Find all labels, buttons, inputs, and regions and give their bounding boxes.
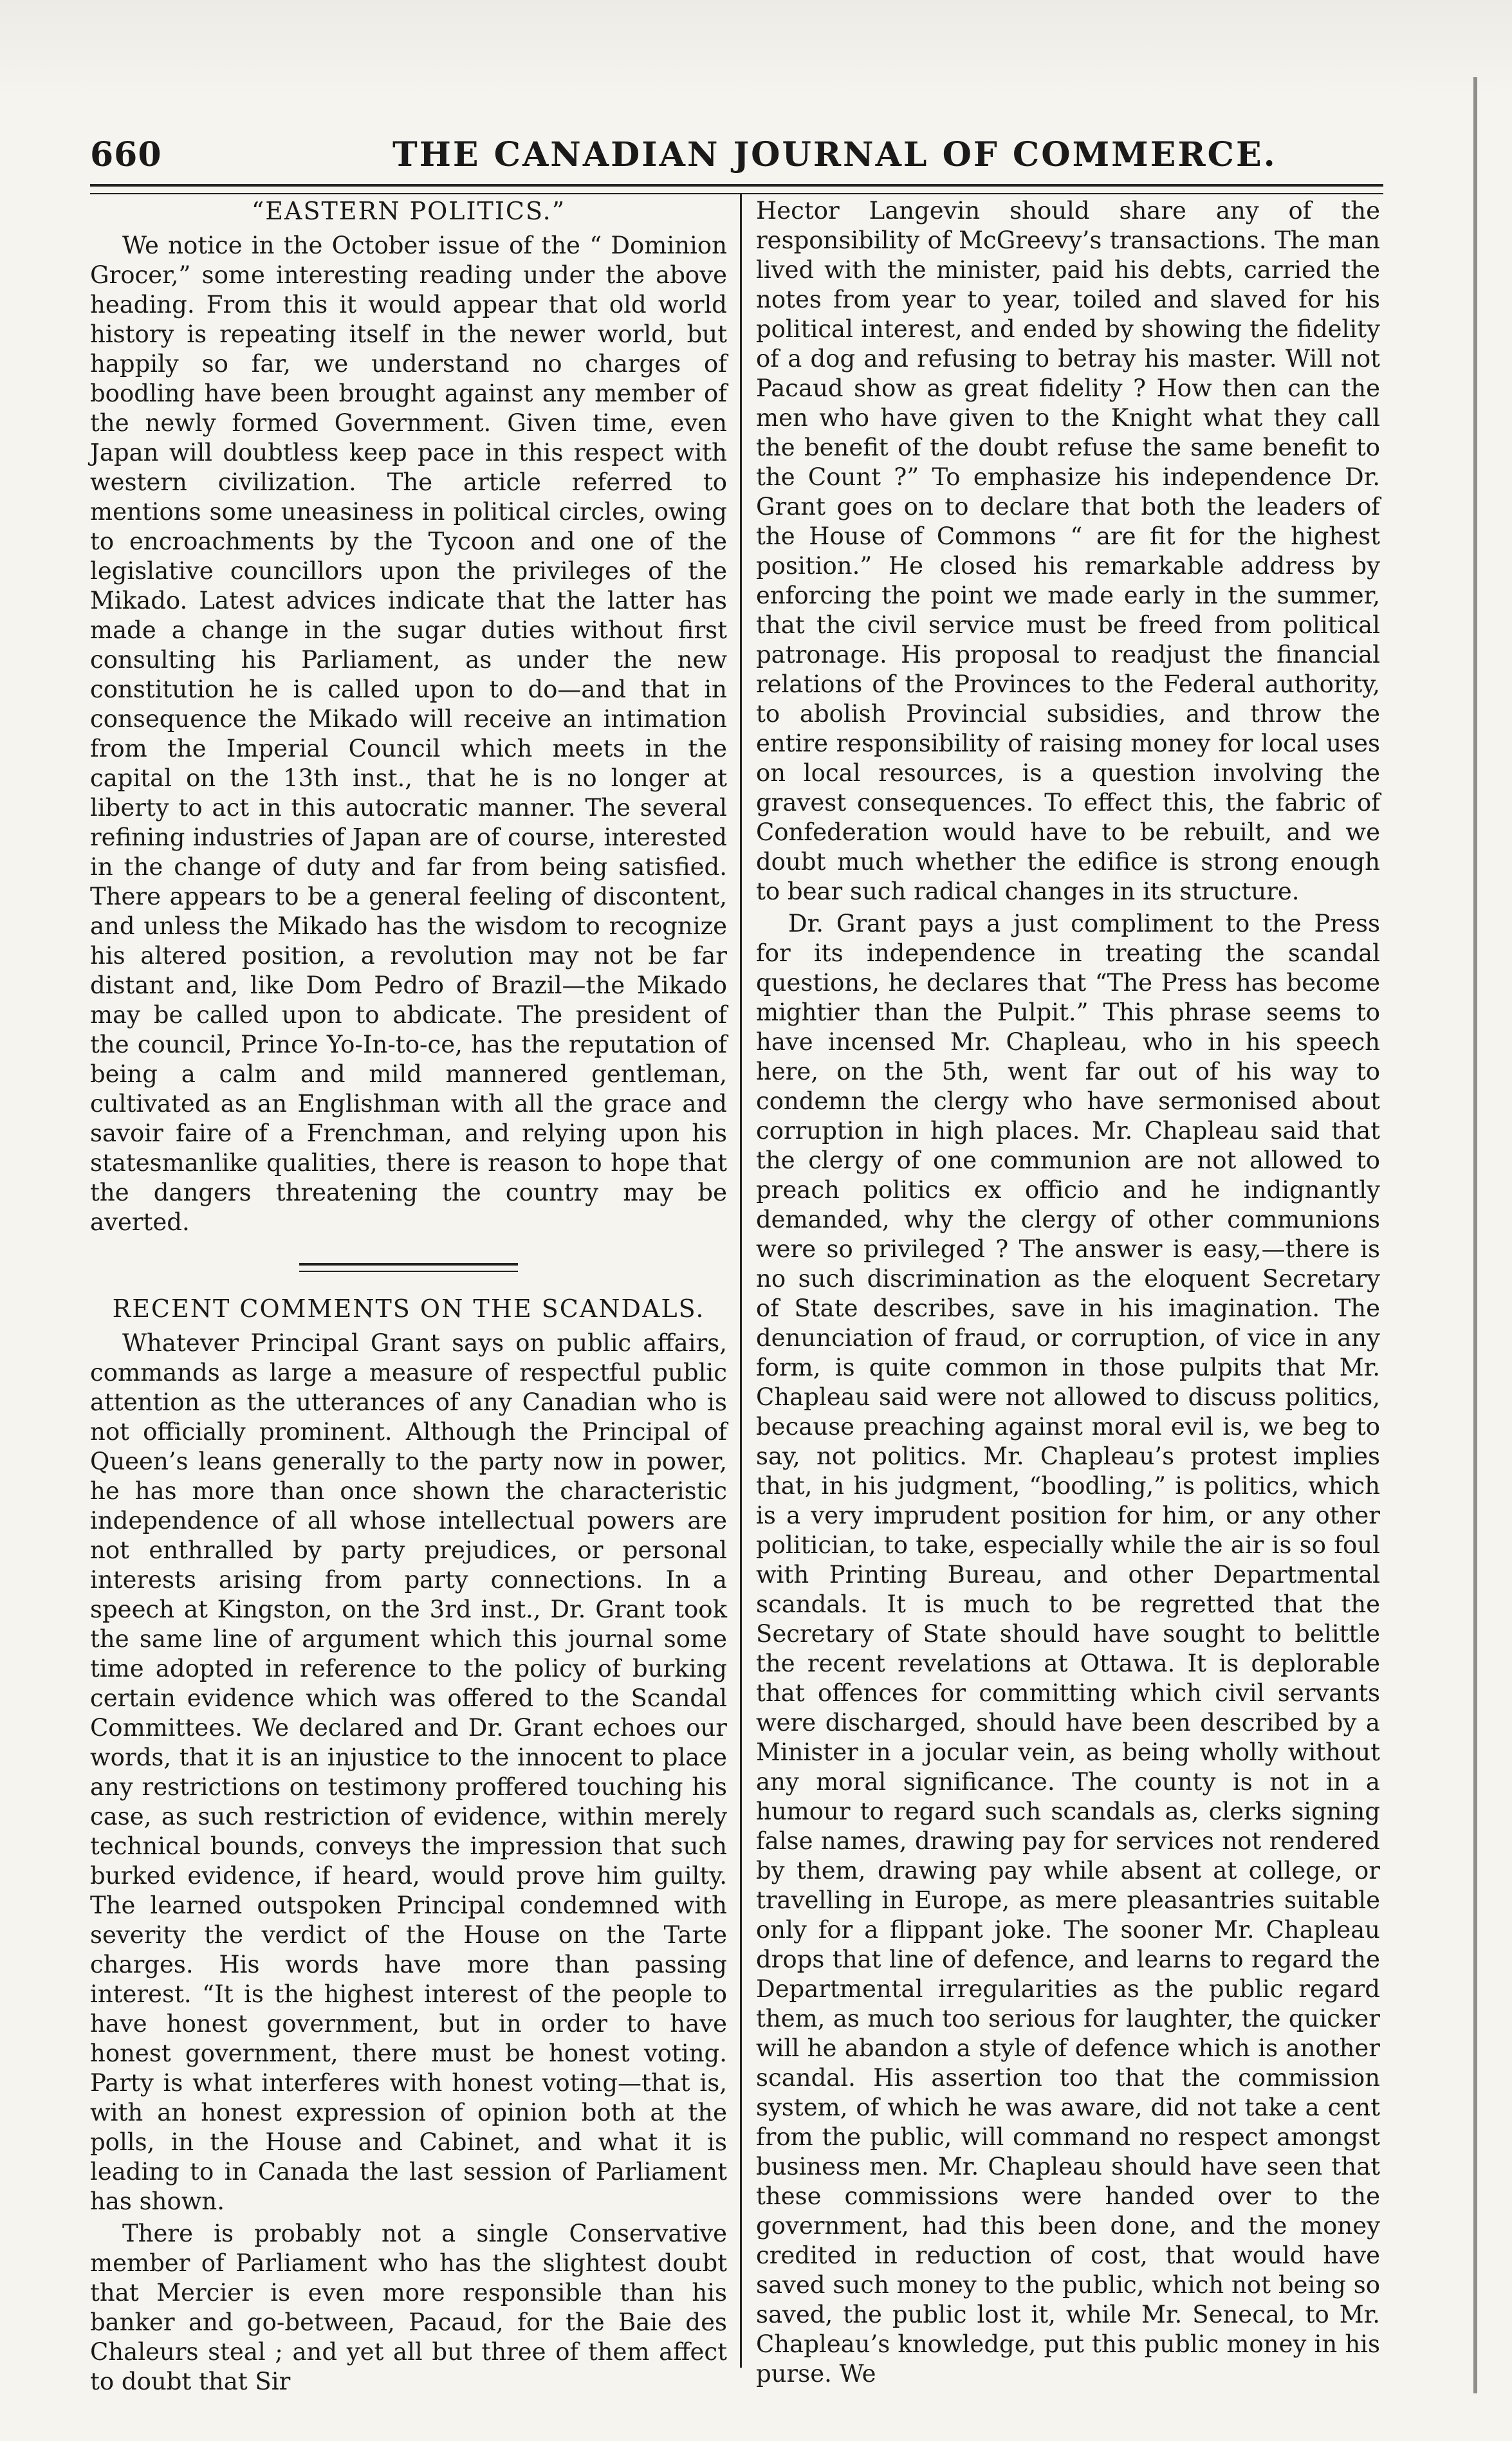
right-column (756, 196, 1380, 2389)
article-title: RECENT COMMENTS ON THE SCANDALS. (112, 1294, 705, 1323)
article-title: “EASTERN POLITICS.” (251, 197, 566, 225)
page-number: 660 (90, 135, 162, 174)
scan-artifact-band (0, 0, 1512, 97)
article-paragraph: There is probably not a single Conservative member of Parliament who has the slightest doubt that Mercier is even more responsible than his banker and go-between, Pacaud, for the Baie des Chaleurs steal ; and yet all but three of them affect to doubt that Sir (90, 2220, 727, 2395)
article-paragraph: Dr. Grant pays a just compliment to the Press for its independence in treating the scandal questions, he declares that “The Press has become mightier than the Pulpit.” This phrase seems to have incensed Mr. Chapleau, who in his speech here, on the 5th, went far out of his way to condemn the clergy who have sermonised about corruption in high places. Mr. Chapleau said that the clergy of one communion are not allowed to preach politics ex officio and he indignantly demanded, why the clergy of other communions were so privileged ? The answer is easy,—there is no such discrimination as the eloquent Secretary of State describes, save in his imagination. The denunciation of fraud, or corruption, of vice in any form, is quite common in those pulpits that Mr. Chapleau said were not allowed to discuss politics, because preaching against moral evil is, we beg to say, not politics. Mr. Chapleau’s protest implies that, in his judgment, “boodling,” is politics, which is a very imprudent position for him, or any other politician, to take, especially while the air is so foul with Printing Bureau, and other Departmental scandals. It is much to be regretted that the Secretary of State should have sought to belittle the recent revelations at Ottawa. It is deplorable that offences for committing which civil servants were discharged, should have been described by a Minister in a jocular vein, as being wholly without any moral significance. The county is not in a humour to regard such scandals as, clerks signing false names, drawing pay for services not rendered by them, drawing pay while absent at college, or travelling in Europe, as mere pleasantries suitable only for a flippant joke. The sooner Mr. Chapleau drops that line of defence, and learns to regard the Departmental irregularities as the public regard them, as much too serious for laughter, the quicker will he abandon a style of defence which is another scandal. His assertion too that the commission system, of which he was aware, did not take a cent from the public, will command no respect amongst business men. Mr. Chapleau should have seen that these commissions were handed over to the government, had this been done, and the money credited in reduction of cost, that would have saved such money to the public, which not being so saved, the public lost it, while Mr. Senecal, to Mr. Chapleau’s knowledge, put this public money in his purse. We (756, 910, 1380, 2388)
header-rule (90, 184, 1383, 194)
scan-edge-line (1473, 77, 1477, 2393)
article-eastern-politics (90, 196, 727, 1237)
article-recent-comments (90, 1294, 727, 2397)
journal-title: THE CANADIAN JOURNAL OF COMMERCE. (392, 135, 1277, 174)
article-paragraph: Hector Langevin should share any of the responsibility of McGreevy’s transactions. The man lived with the minister, paid his debts, carried the notes from year to year, toiled and slaved for his political interest, and ended by showing the fidelity of a dog and refusing to betray his master. Will not Pacaud show as great fidelity ? How then can the men who have given to the Knight what they call the benefit of the doubt refuse the same benefit to the Count ?” To emphasize his independence Dr. Grant goes on to declare that both the leaders of the House of Commons “ are fit for the highest position.” He closed his remarkable address by enforcing the point we made early in the summer, that the civil service must be freed from political patronage. His proposal to readjust the financial relations of the Provinces to the Federal authority, to abolish Provincial subsidies, and throw the entire responsibility of raising money for local uses on local resources, is a question involving the gravest consequences. To effect this, the fabric of Confederation would have to be rebuilt, and we doubt much whether the edifice is strong enough to bear such radical changes in its structure. (756, 197, 1380, 905)
column-divider (740, 193, 742, 2368)
article-paragraph: Whatever Principal Grant says on public affairs, commands as large a measure of respectful public attention as the utterances of any Canadian who is not officially prominent. Although the Principal of Queen’s leans generally to the party now in power, he has more than once shown the characteristic independence of all whose intellectual powers are not enthralled by party prejudices, or personal interests arising from party connections. In a speech at Kingston, on the 3rd inst., Dr. Grant took the same line of argument which this journal some time adopted in reference to the policy of burking certain evidence which was offered to the Scandal Committees. We declared and Dr. Grant echoes our words, that it is an injustice to the innocent to place any restrictions on testimony proffered touching his case, as such restriction of evidence, within merely technical bounds, conveys the impression that such burked evidence, if heard, would prove him guilty. The learned outspoken Principal condemned with severity the verdict of the House on the Tarte charges. His words have more than passing interest. “It is the highest interest of the people to have honest government, but in order to have honest government, there must be honest voting. Party is what interferes with honest voting—that is, with an honest expression of opinion both at the polls, in the House and Cabinet, and what it is leading to in Canada the last session of Parliament has shown. (90, 1329, 727, 2215)
section-separator (299, 1263, 518, 1272)
left-column (90, 196, 727, 2397)
article-paragraph: We notice in the October issue of the “ Dominion Grocer,” some interesting reading under the above heading. From this it would appear that old world history is repeating itself in the newer world, but happily so far, we understand no charges of boodling have been brought against any member of the newly formed Government. Given time, even Japan will doubtless keep pace in this respect with western civilization. The article referred to mentions some uneasiness in political circles, owing to encroachments by the Tycoon and one of the legislative councillors upon the privileges of the Mikado. Latest advices indicate that the latter has made a change in the sugar duties without first consulting his Parliament, as under the new constitution he is called upon to do—and that in consequence the Mikado will receive an intimation from the Imperial Council which meets in the capital on the 13th inst., that he is no longer at liberty to act in this autocratic manner. The several refining industries of Japan are of course, interested in the change of duty and far from being satisfied. There appears to be a general feeling of discontent, and unless the Mikado has the wisdom to recognize his altered position, a revolution may not be far distant and, like Dom Pedro of Brazil—the Mikado may be called upon to abdicate. The president of the council, Prince Yo-In-to-ce, has the reputation of being a calm and mild mannered gentleman, cultivated as an Englishman with all the grace and savoir faire of a Frenchman, and relying upon his statesmanlike qualities, there is reason to hope that the dangers threatening the country may be averted. (90, 232, 727, 1236)
page-header (90, 135, 1383, 180)
